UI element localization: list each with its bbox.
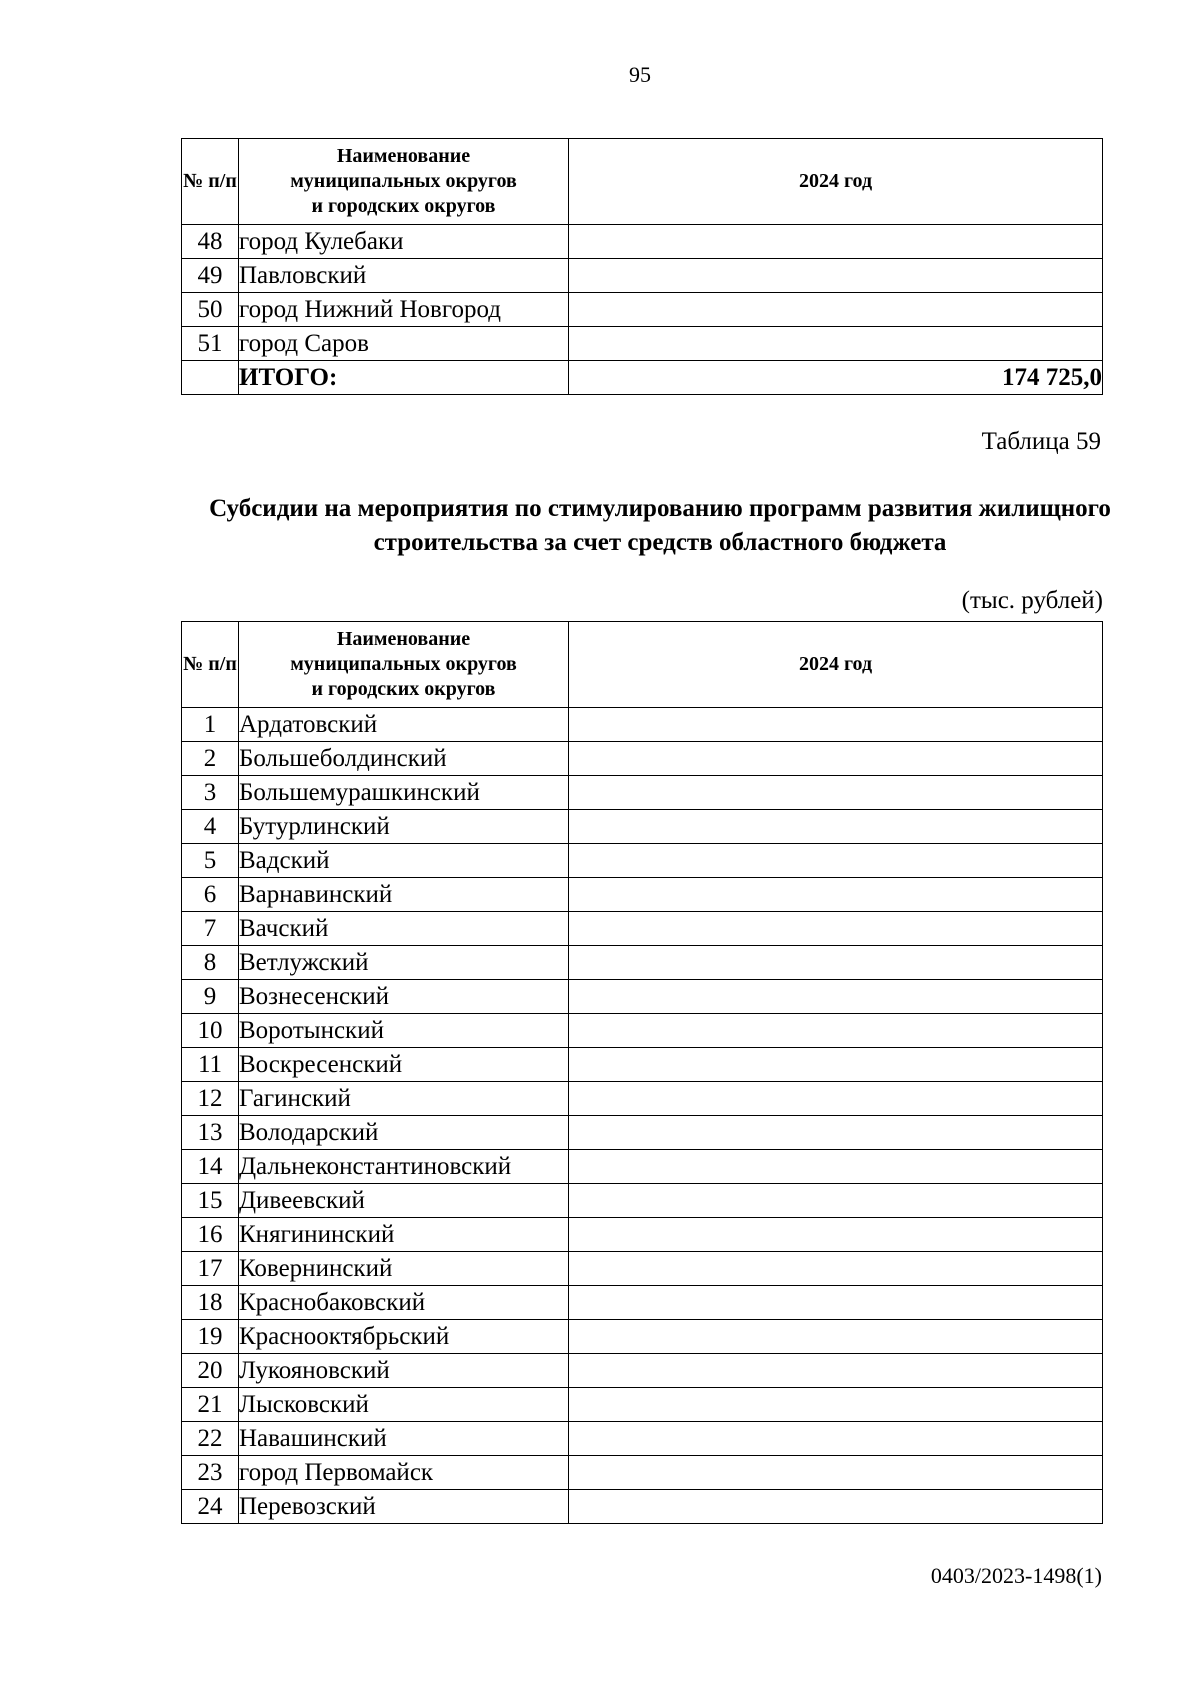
- table-row: [182, 327, 1103, 361]
- municipality-name: город Нижний Новгород: [239, 293, 569, 327]
- value-2024: [569, 1218, 1103, 1252]
- municipality-name: Дальнеконстантиновский: [239, 1150, 569, 1184]
- value-2024: [569, 1388, 1103, 1422]
- row-number: 10: [182, 1014, 239, 1048]
- row-number: 7: [182, 912, 239, 946]
- table-row: [182, 708, 1103, 742]
- value-2024: [569, 1150, 1103, 1184]
- municipality-name: Княгининский: [239, 1218, 569, 1252]
- value-2024: [569, 1014, 1103, 1048]
- value-2024: [569, 1456, 1103, 1490]
- value-2024: [569, 742, 1103, 776]
- value-2024: [569, 327, 1103, 361]
- municipality-name: Гагинский: [239, 1082, 569, 1116]
- value-2024: [569, 1490, 1103, 1524]
- table-row: [182, 912, 1103, 946]
- municipality-name: Лукояновский: [239, 1354, 569, 1388]
- header-name-line3: и городских округов: [311, 195, 496, 217]
- page-number: 95: [629, 62, 651, 87]
- header-name-line1: Наименование: [336, 145, 471, 167]
- table-row: [182, 776, 1103, 810]
- header-num: № п/п: [182, 139, 239, 225]
- municipality-name: Вачский: [239, 912, 569, 946]
- header-name-line1: Наименование: [336, 628, 471, 650]
- value-2024: [569, 259, 1103, 293]
- row-number: 4: [182, 810, 239, 844]
- municipality-name: Вадский: [239, 844, 569, 878]
- table-row: [182, 878, 1103, 912]
- table-row: [182, 1286, 1103, 1320]
- municipality-name: Краснооктябрьский: [239, 1320, 569, 1354]
- row-number: 22: [182, 1422, 239, 1456]
- municipality-name: Лысковский: [239, 1388, 569, 1422]
- value-2024: [569, 1082, 1103, 1116]
- municipality-name: город Кулебаки: [239, 225, 569, 259]
- municipality-name: Дивеевский: [239, 1184, 569, 1218]
- value-2024: [569, 844, 1103, 878]
- value-2024: [569, 946, 1103, 980]
- table-row: [182, 293, 1103, 327]
- row-number: 11: [182, 1048, 239, 1082]
- value-2024: [569, 1422, 1103, 1456]
- row-number: 12: [182, 1082, 239, 1116]
- value-2024: [569, 776, 1103, 810]
- table-header-row: [182, 139, 1103, 225]
- value-2024: [569, 708, 1103, 742]
- table-row: [182, 844, 1103, 878]
- table-row: [182, 1048, 1103, 1082]
- row-number: 21: [182, 1388, 239, 1422]
- total-row: [182, 361, 1103, 395]
- row-number: 5: [182, 844, 239, 878]
- value-2024: [569, 1048, 1103, 1082]
- row-number: 19: [182, 1320, 239, 1354]
- value-2024: [569, 810, 1103, 844]
- header-name-line2: муниципальных округов: [290, 170, 517, 192]
- municipality-name: Большеболдинский: [239, 742, 569, 776]
- row-number: [182, 361, 239, 395]
- table-59: [181, 621, 1103, 1524]
- row-number: 49: [182, 259, 239, 293]
- municipality-name: Ардатовский: [239, 708, 569, 742]
- header-name: [239, 622, 569, 708]
- value-2024: [569, 1184, 1103, 1218]
- table-row: [182, 1354, 1103, 1388]
- table-row: [182, 1388, 1103, 1422]
- value-2024: [569, 293, 1103, 327]
- total-label: ИТОГО:: [239, 361, 569, 395]
- value-2024: [569, 1286, 1103, 1320]
- value-2024: [569, 225, 1103, 259]
- row-number: 18: [182, 1286, 239, 1320]
- row-number: 3: [182, 776, 239, 810]
- row-number: 50: [182, 293, 239, 327]
- header-year: 2024 год: [569, 139, 1103, 225]
- table-row: [182, 1422, 1103, 1456]
- municipality-name: Воскресенский: [239, 1048, 569, 1082]
- header-year: 2024 год: [569, 622, 1103, 708]
- header-name-line3: и городских округов: [311, 678, 496, 700]
- row-number: 17: [182, 1252, 239, 1286]
- municipality-name: Володарский: [239, 1116, 569, 1150]
- municipality-name: Большемурашкинский: [239, 776, 569, 810]
- row-number: 51: [182, 327, 239, 361]
- value-2024: [569, 1252, 1103, 1286]
- table-row: [182, 810, 1103, 844]
- table-row: [182, 1218, 1103, 1252]
- row-number: 23: [182, 1456, 239, 1490]
- row-number: 6: [182, 878, 239, 912]
- municipality-name: Варнавинский: [239, 878, 569, 912]
- municipality-name: Краснобаковский: [239, 1286, 569, 1320]
- table-row: [182, 1456, 1103, 1490]
- table-row: [182, 1184, 1103, 1218]
- municipality-name: Ветлужский: [239, 946, 569, 980]
- municipality-name: Перевозский: [239, 1490, 569, 1524]
- table-row: [182, 1116, 1103, 1150]
- row-number: 1: [182, 708, 239, 742]
- row-number: 14: [182, 1150, 239, 1184]
- table-row: [182, 1014, 1103, 1048]
- municipality-name: город Саров: [239, 327, 569, 361]
- header-num: № п/п: [182, 622, 239, 708]
- total-value: 174 725,0: [569, 361, 1103, 395]
- table-row: [182, 946, 1103, 980]
- row-number: 15: [182, 1184, 239, 1218]
- municipality-name: Бутурлинский: [239, 810, 569, 844]
- row-number: 20: [182, 1354, 239, 1388]
- municipality-name: Воротынский: [239, 1014, 569, 1048]
- table-row: [182, 1490, 1103, 1524]
- table-row: [182, 1252, 1103, 1286]
- row-number: 8: [182, 946, 239, 980]
- units-label: (тыс. рублей): [961, 587, 1103, 614]
- municipality-name: город Первомайск: [239, 1456, 569, 1490]
- municipality-name: Навашинский: [239, 1422, 569, 1456]
- table-continuation: [181, 138, 1103, 395]
- header-name: [239, 139, 569, 225]
- value-2024: [569, 878, 1103, 912]
- row-number: 24: [182, 1490, 239, 1524]
- municipality-name: Павловский: [239, 259, 569, 293]
- value-2024: [569, 980, 1103, 1014]
- value-2024: [569, 1354, 1103, 1388]
- municipality-name: Вознесенский: [239, 980, 569, 1014]
- table-title: Субсидии на мероприятия по стимулированию программ развития жилищного строительства за счет средств областного бюджета: [209, 495, 1111, 556]
- value-2024: [569, 1116, 1103, 1150]
- row-number: 48: [182, 225, 239, 259]
- table-row: [182, 1082, 1103, 1116]
- table-header-row: [182, 622, 1103, 708]
- table-row: [182, 225, 1103, 259]
- value-2024: [569, 1320, 1103, 1354]
- row-number: 2: [182, 742, 239, 776]
- row-number: 13: [182, 1116, 239, 1150]
- row-number: 16: [182, 1218, 239, 1252]
- value-2024: [569, 912, 1103, 946]
- document-code: 0403/2023-1498(1): [930, 1563, 1102, 1588]
- row-number: 9: [182, 980, 239, 1014]
- table-row: [182, 1150, 1103, 1184]
- table-row: [182, 1320, 1103, 1354]
- header-name-line2: муниципальных округов: [290, 653, 517, 675]
- table-row: [182, 742, 1103, 776]
- table-row: [182, 980, 1103, 1014]
- municipality-name: Ковернинский: [239, 1252, 569, 1286]
- table-row: [182, 259, 1103, 293]
- table-label: Таблица 59: [981, 428, 1101, 455]
